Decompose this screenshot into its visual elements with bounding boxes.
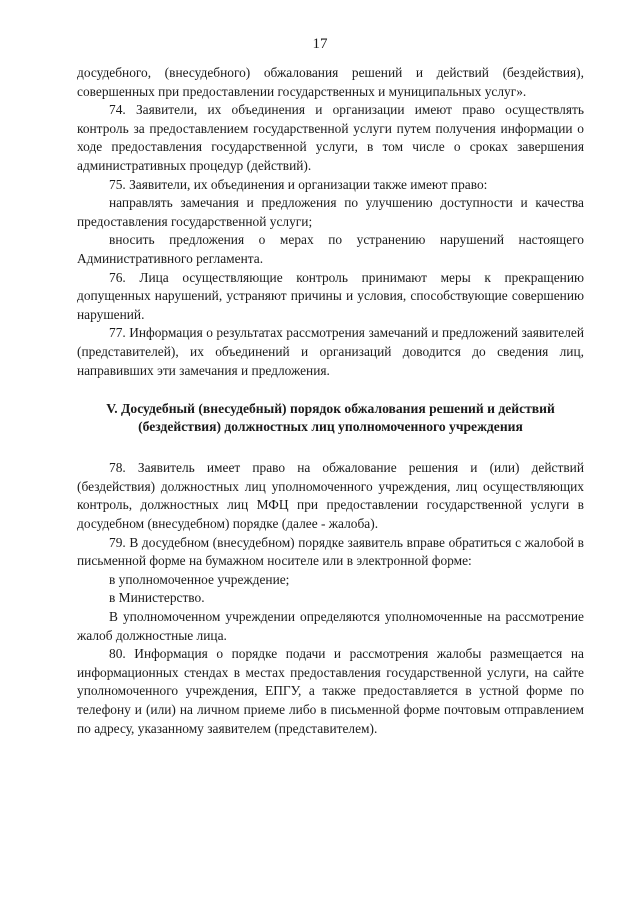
page-number: 17	[312, 36, 328, 52]
paragraph-74: 74. Заявители, их объединения и организации имеют право осуществлять контроль за предоставлением государственной услуги путем получения информации о ходе предоставления государственной услуги, в том числе о сроках завершения административных процедур (действий).	[77, 102, 584, 173]
paragraph-80: 80. Информация о порядке подачи и рассмотрения жалобы размещается на информационных стендах в местах предоставления государственной услуги, на сайте уполномоченного учреждения, ЕПГУ, а также предоставляется в устной форме по телефону и (или) на личном приеме либо в письменной форме почтовым отправлением по адресу, указанному заявителем (представителем).	[77, 646, 584, 736]
document-body	[77, 64, 584, 738]
section-heading: V. Досудебный (внесудебный) порядок обжалования решений и действий (бездействия) должностных лиц уполномоченного учреждения	[106, 401, 555, 434]
paragraph-continuation: досудебного, (внесудебного) обжалования решений и действий (бездействия), совершенных при предоставлении государственных и муниципальных услуг».	[77, 65, 584, 99]
paragraph-76: 76. Лица осуществляющие контроль принимают меры к прекращению допущенных нарушений, устраняют причины и условия, способствующие совершению нарушений.	[77, 269, 584, 322]
paragraph-79-note: В уполномоченном учреждении определяются уполномоченные на рассмотрение жалоб должностные лица.	[77, 609, 584, 643]
paragraph-79: 79. В досудебном (внесудебном) порядке заявитель вправе обратиться с жалобой в письменной форме на бумажном носителе или в электронной форме:	[77, 534, 584, 569]
paragraph-79-item-1: в уполномоченное учреждение;	[109, 571, 290, 587]
paragraph-75: 75. Заявители, их объединения и организации также имеют право:	[109, 176, 488, 192]
paragraph-78: 78. Заявитель имеет право на обжалование решения и (или) действий (бездействия) должностных лиц уполномоченного учреждения, лиц осуществляющих контроль, должностных лиц МФЦ при предоставлении государственной услуги в досудебном (внесудебном) порядке (далее - жалоба).	[77, 460, 584, 532]
paragraph-75-item-2: вносить предложения о мерах по устранению нарушений настоящего Административного регламента.	[77, 232, 584, 266]
paragraph-77: 77. Информация о результатах рассмотрения замечаний и предложений заявителей (представителей), их объединений и организаций доводится до сведения лиц, направивших эти замечания и предложения.	[77, 325, 584, 378]
paragraph-75-item-1: направлять замечания и предложения по улучшению доступности и качества предоставления государственной услуги;	[77, 195, 584, 229]
paragraph-79-item-2: в Министерство.	[109, 590, 205, 606]
